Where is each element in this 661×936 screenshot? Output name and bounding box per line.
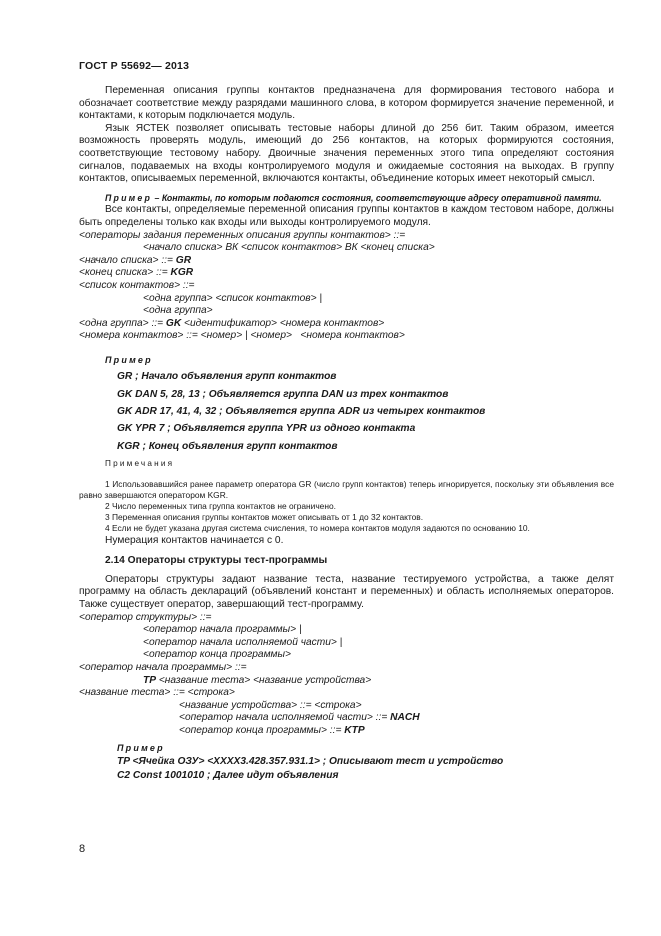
code-line: KGR ; Конец объявления групп контактов [117,440,338,452]
code-example [79,368,614,454]
grammar-text: <оператор начала исполняемой части> ::= [179,712,391,724]
grammar-line: <номера контактов> ::= <номер> | <номер> <номера контактов> [79,330,405,342]
grammar-keyword: TP [143,674,157,686]
grammar-line: <оператор структуры> ::= [79,611,212,623]
grammar-line: <начало списка> ВК <список контактов> ВК <конец списка> [143,242,435,254]
code-line: GR ; Начало объявления групп контактов [117,371,337,383]
grammar-keyword: KTP [344,724,365,736]
code-example [79,755,614,783]
grammar-line: <оператор начала программы> | [143,624,302,636]
code-line: GK YPR 7 ; Объявляется группа YPR из одного контакта [117,423,416,435]
grammar-line [79,267,614,280]
grammar-line: <оператор конца программы> [143,649,291,661]
grammar-line: <список контактов> ::= [79,279,195,291]
example-label: Пример [117,743,165,754]
notes-title: Примечания [105,458,175,468]
grammar-line: <оператор начала программы> ::= [79,661,247,673]
grammar-line: <название устройства> ::= <строка> [179,699,362,711]
grammar-text: <начало списка> ::= [79,254,176,266]
grammar-text: <идентификатор> <номера контактов> [181,317,385,329]
grammar-line: <одна группа> [143,305,213,317]
code-line: GK DAN 5, 28, 13 ; Объявляется группа DAN из трех контактов [117,388,449,400]
grammar-keyword: KGR [170,267,194,279]
example-text: – Контакты, по которым подаются состояния, соответствующие адресу оперативной памяти. [152,192,602,203]
grammar-line: <операторы задания переменных описания группы контактов> ::= [79,229,406,241]
grammar-line [79,712,614,725]
grammar-keyword: GK [165,317,182,329]
grammar-line: <оператор начала исполняемой части> | [143,636,343,648]
grammar-keyword: GR [175,254,192,266]
paragraph: Все контакты, определяемые переменной описания группы контактов в каждом тестовом наборе, должны быть определены только как входы или выходы контролируемого модуля. [79,204,614,228]
grammar-text: <название теста> <название устройства> [156,674,372,686]
grammar-block [79,612,614,738]
grammar-text: <оператор конца программы> ::= [179,724,345,736]
example-note [79,192,614,205]
grammar-line: <название теста> ::= <строка> [79,687,235,699]
example-label: Пример [105,192,153,203]
grammar-line: <одна группа> <список контактов> | [143,292,322,304]
grammar-line [79,318,614,331]
paragraph: Операторы структуры задают название теста, название тестируемого устройства, а также делят программу на область деклараций (объявлений констант и переменных) и область исполняемых операторов. Также существует оператор, завершающий тест-программу. [79,573,614,610]
grammar-line [79,255,614,268]
paragraph: Язык ЯСТЕК позволяет описывать тестовые наборы длиной до 256 бит. Таким образом, имеется возможность проверять модуль, имеющий до 256 контактов, на которых формируются состояния, соответствующие тестовому набору. Двоичные значения переменных этого типа определяют состояния сигналов, подаваемых на входы контролируемого модуля и ожидаемые состояния на выходах. В группу контактов, описываемых переменной, включаются контакты, объединение которых имеет некоторый смысл. [79,122,614,185]
grammar-block [79,230,614,343]
page-number: 8 [79,843,86,855]
code-line: TP <Ячейка ОЗУ> <ХХХХ3.428.357.931.1> ; Описывают тест и устройство [117,756,504,768]
code-line: C2 Const 1001010 ; Далее идут объявления [117,770,339,782]
grammar-line [79,675,614,688]
grammar-text: <одна группа> ::= [79,317,166,329]
note-item: 1 Использовавшийся ранее параметр оператора GR (число групп контактов) теперь игнорируется, поскольку эти объявления все равно завершаются оператором KGR. [79,478,614,500]
grammar-text: <конец списка> ::= [79,267,171,279]
note-item: 2 Число переменных типа группа контактов не ограничено. [105,500,336,511]
code-line: GK ADR 17, 41, 4, 32 ; Объявляется группа ADR из четырех контактов [117,406,486,418]
document-header: ГОСТ Р 55692— 2013 [79,60,190,72]
document-body [79,85,614,783]
paragraph: Нумерация контактов начинается с 0. [105,534,284,546]
example-label: Пример [105,354,153,365]
grammar-line [79,725,614,738]
note-item: 3 Переменная описания группы контактов может описывать от 1 до 32 контактов. [105,512,424,523]
note-item: 4 Если не будет указана другая система счисления, то номера контактов модуля задаются по основанию 10. [105,523,530,534]
grammar-keyword: NACH [390,712,420,724]
paragraph: Переменная описания группы контактов предназначена для формирования тестового набора и обозначает соответствие между разрядами машинного слова, в котором формируется значение переменной, и контактами, к которым подключается модуль. [79,85,614,122]
section-heading: 2.14 Операторы структуры тест-программы [105,555,328,567]
